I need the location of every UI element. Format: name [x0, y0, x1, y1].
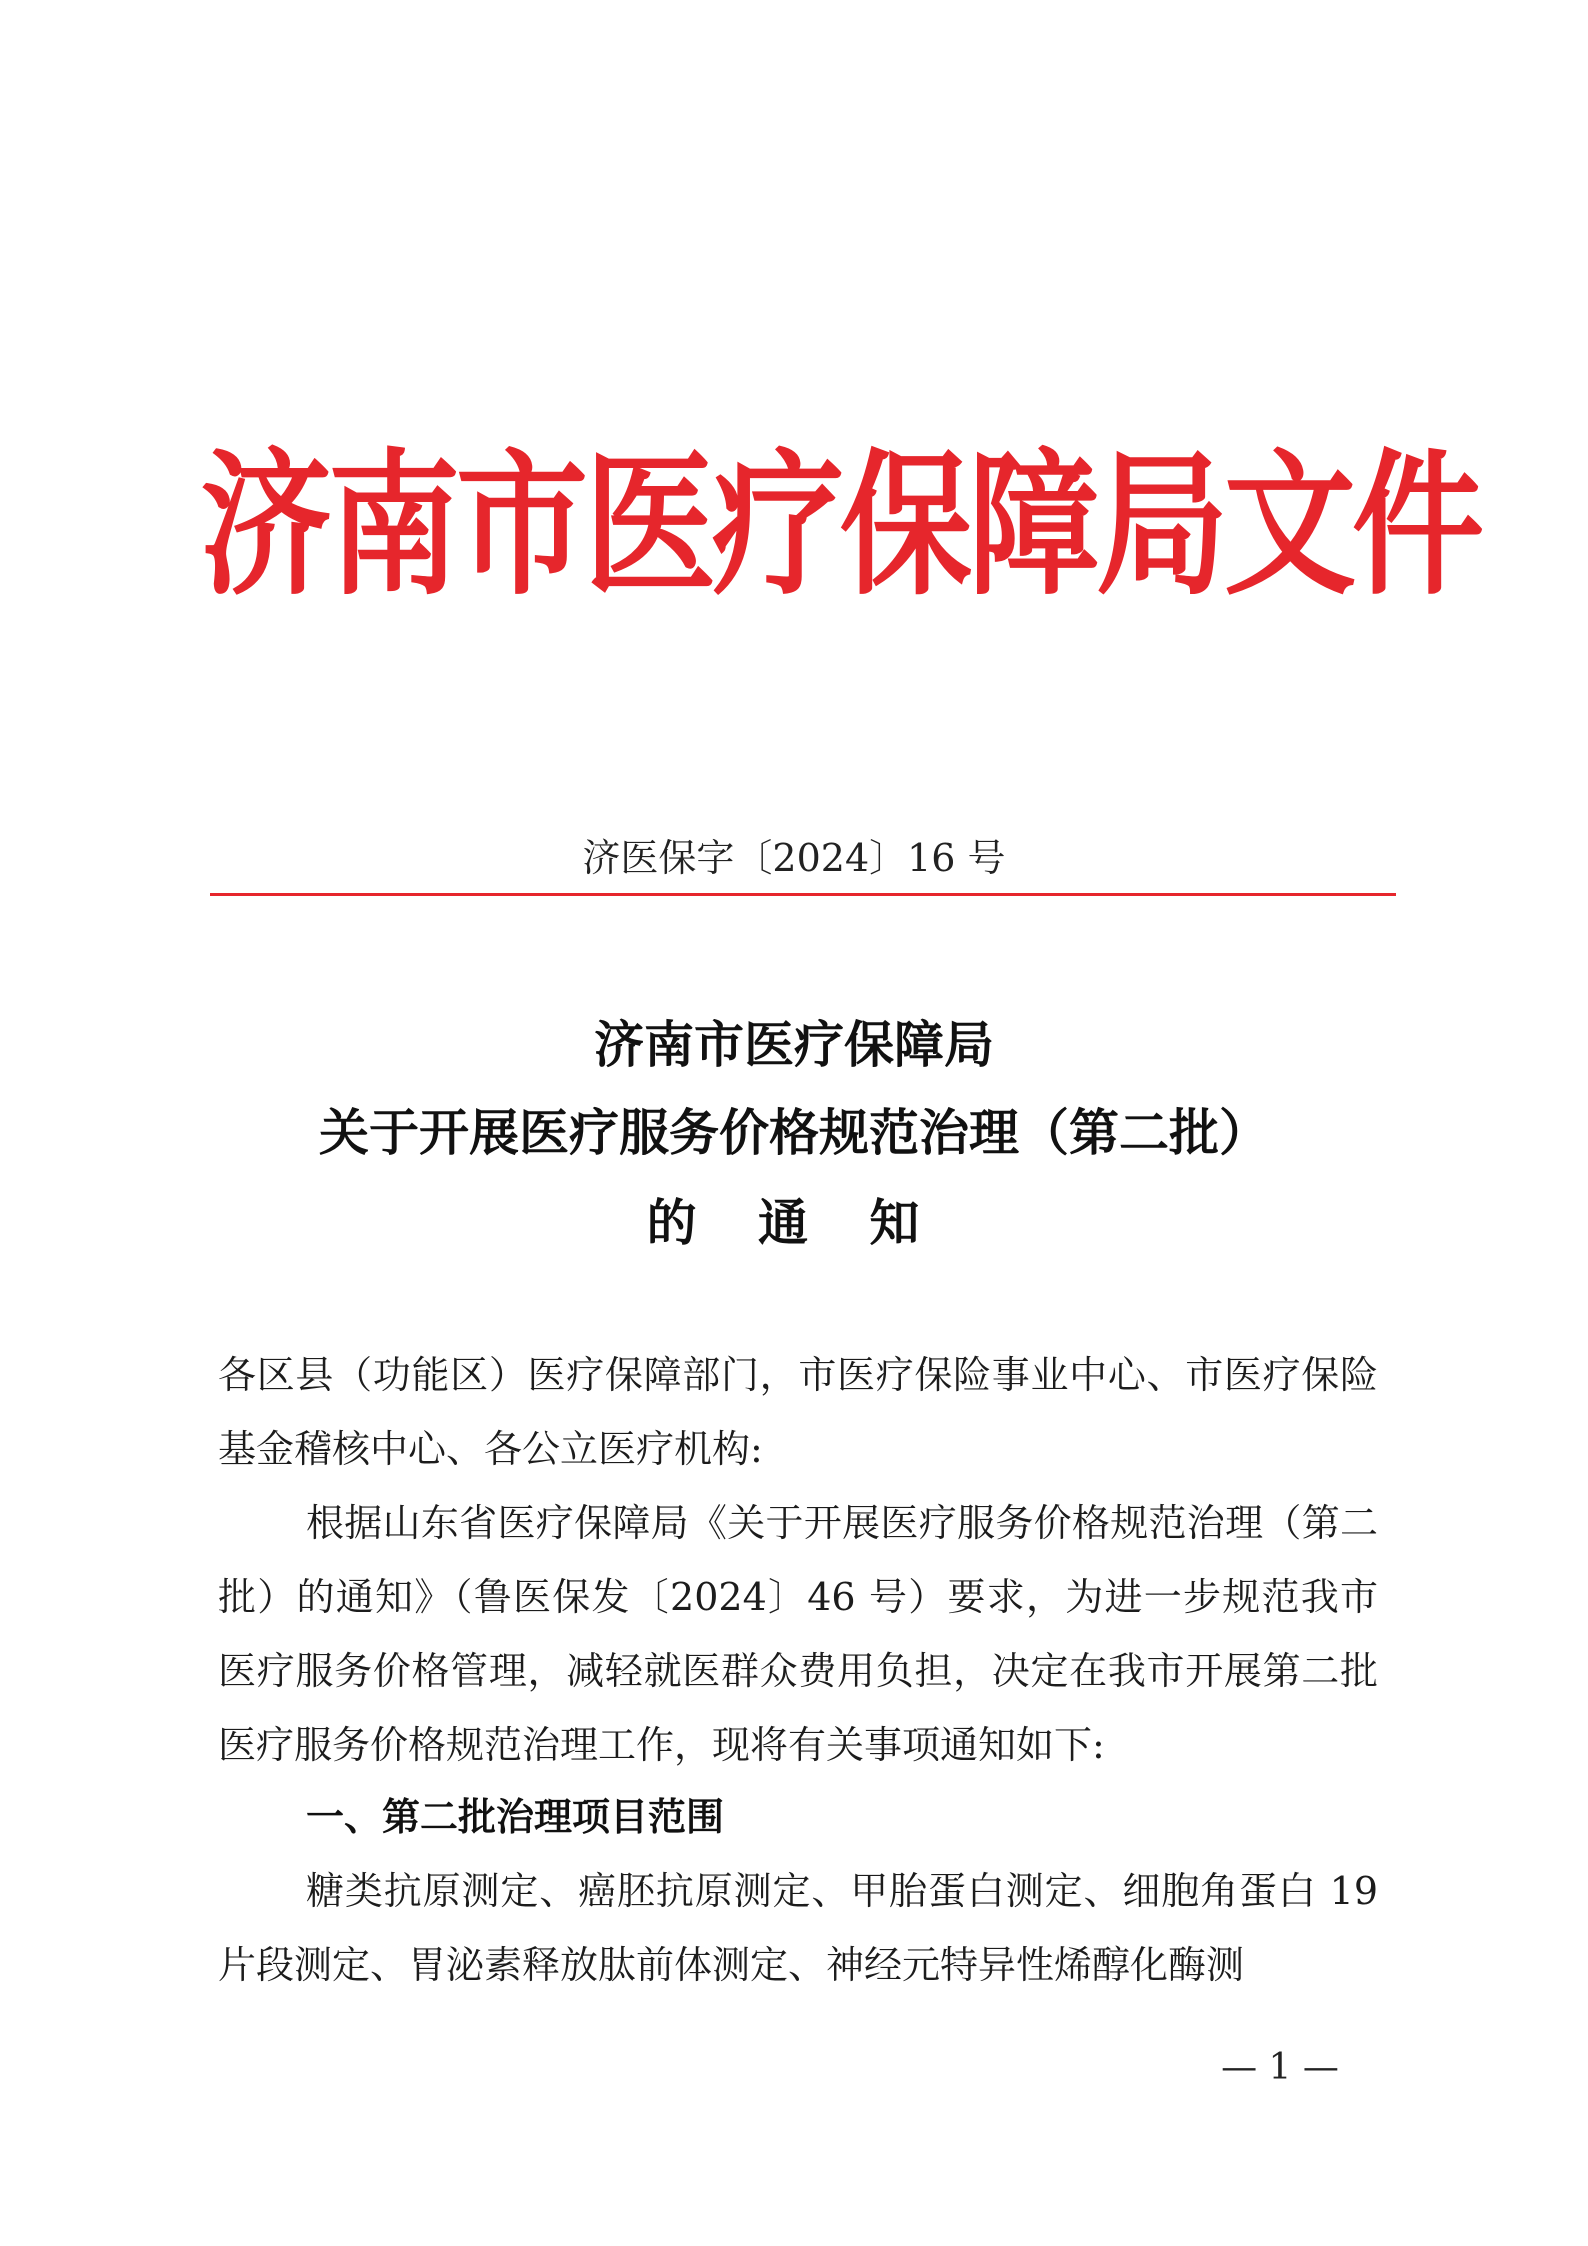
- page-number: — 1 —: [1221, 2047, 1339, 2088]
- document-number: 济医保字〔2024〕16 号: [582, 836, 1006, 880]
- body-paragraph-2: 糖类抗原测定、癌胚抗原测定、甲胎蛋白测定、细胞角蛋白 19 片段测定、胃泌素释放肽前体测定、神经元特异性烯醇化酶测: [218, 1869, 1378, 1987]
- section-heading-1: 一、第二批治理项目范围: [306, 1795, 725, 1839]
- title-line-3: 的 通 知: [646, 1194, 942, 1252]
- body-paragraph-1: 根据山东省医疗保障局《关于开展医疗服务价格规范治理（第二批）的通知》（鲁医保发〔2024〕46 号）要求，为进一步规范我市医疗服务价格管理，减轻就医群众费用负担，决定在我市开展第二批医疗服务价格规范治理工作，现将有关事项通知如下:: [218, 1501, 1378, 1767]
- title-line-2: 关于开展医疗服务价格规范治理（第二批）: [319, 1104, 1269, 1162]
- red-masthead: 济南市医疗保障局文件: [200, 434, 1480, 618]
- salutation: 各区县（功能区）医疗保障部门，市医疗保险事业中心、市医疗保险基金稽核中心、各公立医疗机构:: [218, 1353, 1378, 1471]
- red-divider: [210, 893, 1396, 896]
- title-line-1: 济南市医疗保障局: [594, 1016, 994, 1074]
